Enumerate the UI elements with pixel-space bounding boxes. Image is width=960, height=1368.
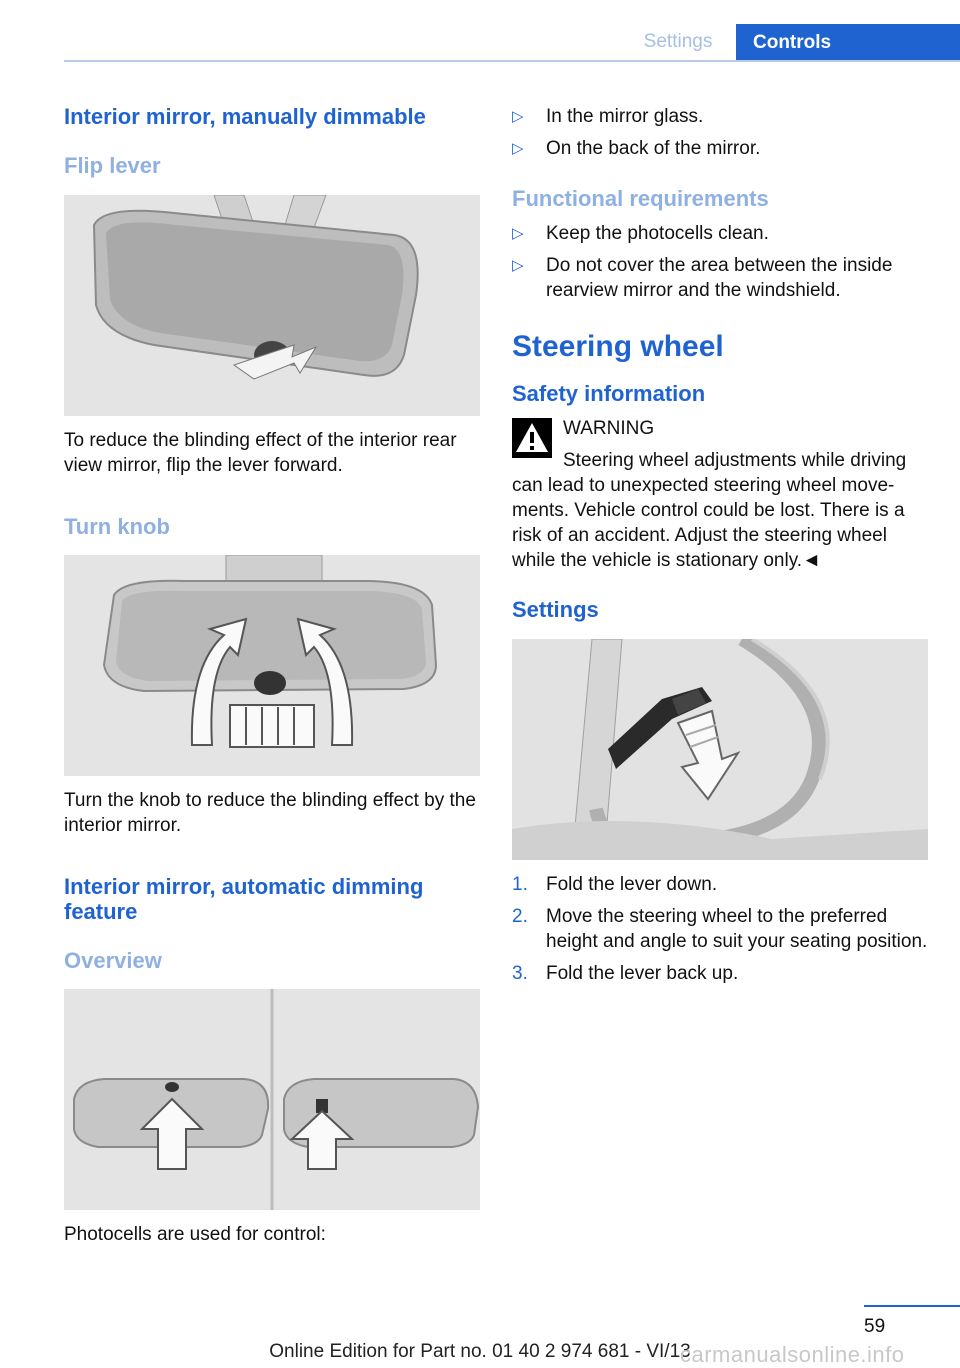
bullet-icon: ▷ <box>512 257 524 274</box>
figure-flip-lever <box>64 195 480 416</box>
warning-label: WARNING <box>563 418 655 439</box>
figure-photocells <box>64 989 480 1210</box>
page-header <box>0 0 960 62</box>
heading-turn-knob: Turn knob <box>64 514 170 539</box>
flip-lever-text: To reduce the blinding effect of the interior rear view mirror, flip the lever forward. <box>64 430 457 476</box>
heading-safety-information: Safety information <box>512 381 706 406</box>
warning-text: Steering wheel adjustments while driving can lead to unexpected steering wheel movements. Vehicle control could be lost. There is a risk of an accident. Adjust the steering wheel while the vehicle is stationary only.◄ <box>512 450 907 571</box>
warning-block <box>512 416 928 573</box>
step-number: 1. <box>512 874 528 895</box>
step-number: 3. <box>512 963 528 984</box>
figure-turn-knob <box>64 555 480 776</box>
adjustment-steps <box>512 872 928 986</box>
step-number: 2. <box>512 906 528 927</box>
bullet-icon: ▷ <box>512 140 524 157</box>
warning-triangle-icon <box>512 418 552 458</box>
overview-text: Photocells are used for control: <box>64 1224 326 1245</box>
section-tab-settings[interactable]: Settings <box>643 31 713 52</box>
header-rule <box>64 60 960 62</box>
chapter-tab-controls[interactable]: Controls <box>736 24 960 62</box>
list-item: ▷ Do not cover the area between the inside rearview mirror and the windshield. <box>512 255 893 301</box>
list-item: 2. Move the steering wheel to the preferred height and angle to suit your seating position. <box>512 906 928 952</box>
heading-overview: Overview <box>64 948 162 973</box>
list-item: 3. Fold the lever back up. <box>512 963 739 984</box>
list-item: ▷ On the back of the mirror. <box>512 138 761 159</box>
heading-automatic-mirror: Interior mirror, automatic dimming feature <box>64 874 424 924</box>
requirements-list <box>512 221 928 303</box>
heading-functional-requirements: Functional requirements <box>512 186 769 211</box>
edition-line: Online Edition for Part no. 01 40 2 974 681 - VI/13 <box>269 1341 691 1362</box>
watermark: carmanualsonline.info <box>680 1342 905 1367</box>
left-column <box>64 96 480 1247</box>
heading-settings: Settings <box>512 597 599 622</box>
photocell-location-list <box>512 104 928 161</box>
heading-flip-lever: Flip lever <box>64 153 161 178</box>
list-item: 1. Fold the lever down. <box>512 874 718 895</box>
heading-manual-mirror: Interior mirror, manually dimmable <box>64 104 426 129</box>
page-number: 59 <box>864 1316 886 1337</box>
bullet-icon: ▷ <box>512 108 524 125</box>
right-column <box>512 96 928 993</box>
bullet-icon: ▷ <box>512 225 524 242</box>
list-item: ▷ In the mirror glass. <box>512 106 704 127</box>
turn-knob-text: Turn the knob to reduce the blinding effect by the interior mirror. <box>64 790 476 836</box>
footer-rule <box>864 1305 960 1307</box>
list-item: ▷ Keep the photocells clean. <box>512 223 769 244</box>
figure-steering-lever <box>512 639 928 860</box>
heading-steering-wheel: Steering wheel <box>512 330 724 363</box>
